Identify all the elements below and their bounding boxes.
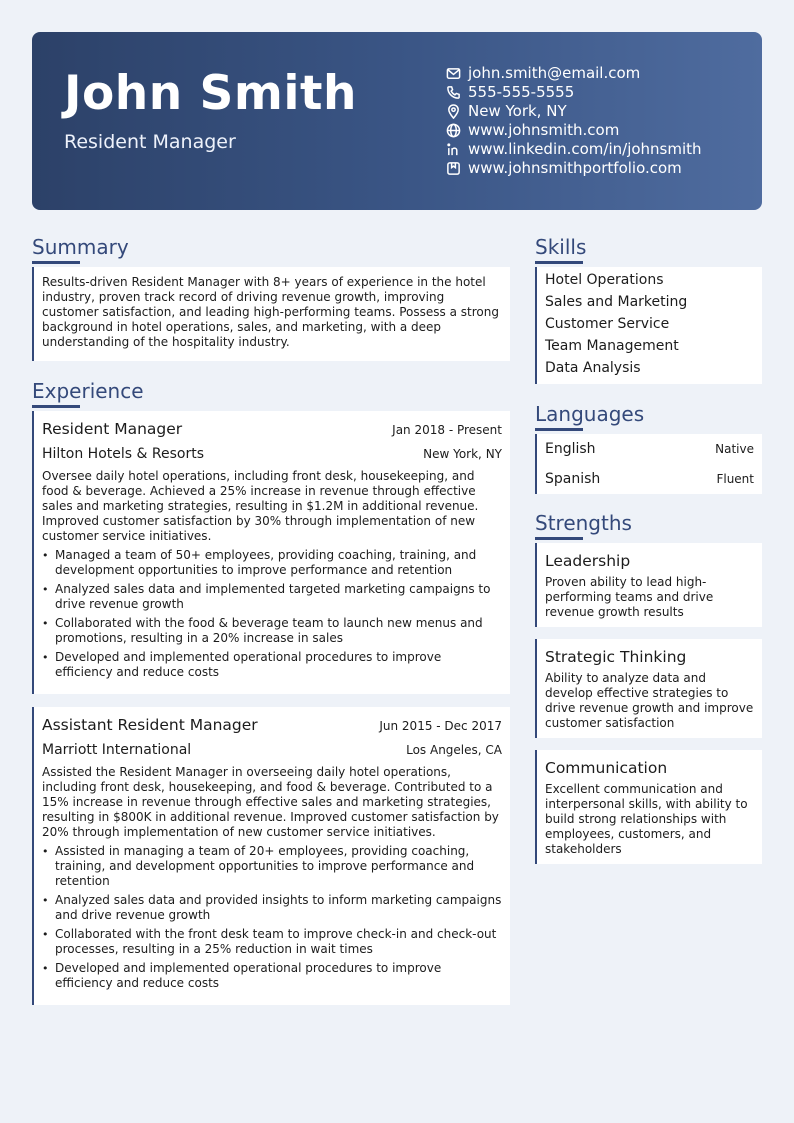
candidate-title: Resident Manager <box>64 131 236 153</box>
summary-card <box>32 267 510 361</box>
job-bullet: • Collaborated with the food & beverage team to launch new menus and promotions, resulting in a 20% increase in sales <box>42 616 502 646</box>
contact-phone[interactable] <box>444 83 702 102</box>
experience-heading: Experience <box>32 379 144 403</box>
job-dates: Jan 2018 - Present <box>392 423 502 437</box>
languages-heading: Languages <box>535 402 645 426</box>
skill-item: Hotel Operations <box>545 272 664 288</box>
job-company: Hilton Hotels & Resorts <box>42 446 204 462</box>
job-bullet: • Developed and implemented operational procedures to improve efficiency and reduce costs <box>42 650 502 680</box>
skill-item: Data Analysis <box>545 360 641 376</box>
language-row <box>545 434 754 464</box>
skills-heading: Skills <box>535 235 587 259</box>
summary-text: Results-driven Resident Manager with 8+ years of experience in the hotel industry, proven track record of driving revenue growth, improving customer satisfaction, and leading high-performing teams. Possess a strong background in hotel operations, sales, and marketing, with a deep understanding of the hospitality industry. <box>42 275 499 349</box>
job-company: Marriott International <box>42 742 192 758</box>
language-level: Native <box>715 442 754 456</box>
contact-website-text: www.johnsmith.com <box>468 121 620 139</box>
job-bullet: • Analyzed sales data and provided insights to inform marketing campaigns and drive revenue growth <box>42 893 502 923</box>
strength-title: Strategic Thinking <box>545 648 687 666</box>
job-title: Assistant Resident Manager <box>42 716 258 734</box>
contact-portfolio-text: www.johnsmithportfolio.com <box>468 159 682 177</box>
contact-portfolio[interactable] <box>444 159 702 178</box>
job-bullet: • Collaborated with the front desk team to improve check-in and check-out processes, resulting in a 25% reduction in wait times <box>42 927 502 957</box>
job-description: Oversee daily hotel operations, including front desk, housekeeping, and food & beverage. Achieved a 25% increase in revenue through effective sales and marketing strategies, resulting in $1.2M in additional revenue. Improved customer satisfaction by 30% through implementation of new customer service initiatives. <box>42 469 479 543</box>
strength-text: Ability to analyze data and develop effective strategies to drive revenue growth and improve customer satisfaction <box>545 671 754 730</box>
contact-list <box>444 64 702 178</box>
job-title: Resident Manager <box>42 420 183 438</box>
strength-title: Communication <box>545 759 668 777</box>
contact-email[interactable] <box>444 64 702 83</box>
job-location: New York, NY <box>423 447 502 461</box>
job-entry <box>32 707 510 1005</box>
portfolio-icon <box>444 161 462 177</box>
skills-card <box>535 267 762 384</box>
linkedin-icon <box>444 142 462 158</box>
contact-linkedin-text: www.linkedin.com/in/johnsmith <box>468 140 702 158</box>
job-description: Assisted the Resident Manager in overseeing daily hotel operations, including front desk, housekeeping, and food & beverage. Contributed to a 15% increase in revenue through effective sales and marketing strategies, resulting in $800K in additional revenue. Improved customer satisfaction by 20% through implementation of new customer service initiatives. <box>42 765 499 839</box>
skill-item: Customer Service <box>545 316 670 332</box>
strength-card <box>535 639 762 738</box>
job-bullet: • Analyzed sales data and implemented targeted marketing campaigns to drive revenue growth <box>42 582 502 612</box>
location-pin-icon <box>444 104 462 120</box>
job-bullet: • Developed and implemented operational procedures to improve efficiency and reduce costs <box>42 961 502 991</box>
job-entry <box>32 411 510 694</box>
contact-location-text: New York, NY <box>468 102 567 120</box>
job-bullet: • Managed a team of 50+ employees, providing coaching, training, and development opportunities to improve performance and retention <box>42 548 502 578</box>
language-level: Fluent <box>716 472 754 486</box>
skill-item: Team Management <box>545 338 679 354</box>
contact-linkedin[interactable] <box>444 140 702 159</box>
contact-phone-text: 555-555-5555 <box>468 83 575 101</box>
globe-icon <box>444 123 462 139</box>
job-dates: Jun 2015 - Dec 2017 <box>379 719 502 733</box>
strengths-heading: Strengths <box>535 511 632 535</box>
job-bullet: • Assisted in managing a team of 20+ employees, providing coaching, training, and development opportunities to improve performance and retention <box>42 844 502 889</box>
candidate-name: John Smith <box>64 66 357 121</box>
strength-title: Leadership <box>545 552 631 570</box>
contact-website[interactable] <box>444 121 702 140</box>
mail-icon <box>444 66 462 82</box>
contact-location <box>444 102 702 121</box>
job-bullets <box>42 548 502 680</box>
strength-card <box>535 750 762 864</box>
skill-item: Sales and Marketing <box>545 294 688 310</box>
contact-email-text: john.smith@email.com <box>468 64 641 82</box>
strength-card <box>535 543 762 627</box>
language-name: English <box>545 441 596 457</box>
language-name: Spanish <box>545 471 601 487</box>
strength-text: Excellent communication and interpersonal skills, with ability to build strong relationships with employees, customers, and stakeholders <box>545 782 748 856</box>
language-row <box>545 464 754 494</box>
languages-card <box>535 434 762 494</box>
strength-text: Proven ability to lead high-performing teams and drive revenue growth results <box>545 575 714 619</box>
summary-heading: Summary <box>32 235 129 259</box>
job-location: Los Angeles, CA <box>406 743 502 757</box>
job-bullets <box>42 844 502 991</box>
phone-icon <box>444 85 462 101</box>
resume-header <box>32 32 762 210</box>
